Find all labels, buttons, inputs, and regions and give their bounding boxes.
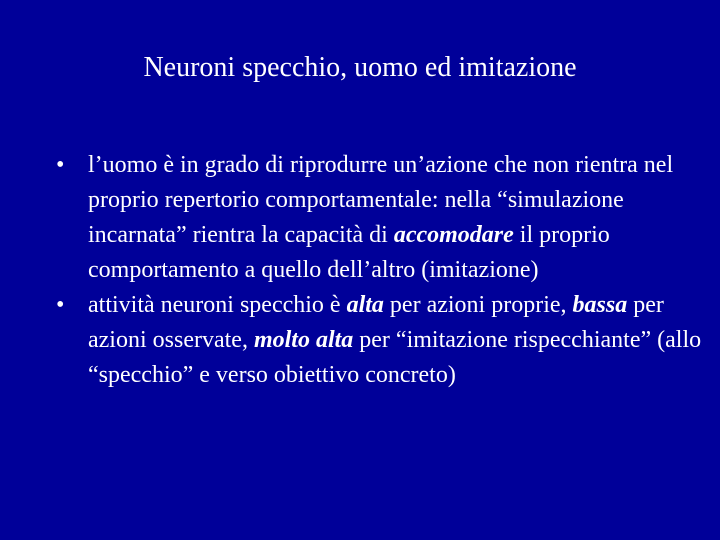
slide-title: Neuroni specchio, uomo ed imitazione <box>143 52 577 83</box>
bullet-item <box>56 288 706 393</box>
bullet-text-segment: per azioni proprie, <box>383 292 573 318</box>
bullet-list <box>56 148 706 393</box>
bullet-emphasis-bassa: bassa <box>572 292 628 318</box>
bullet-emphasis-accomodare: accomodare <box>393 222 514 248</box>
bullet-text-segment: l’uomo è in grado di riprodurre un’azione che non rientra nel proprio repertorio comportamentale: nella “simulazione incarnata” rientra la capacità di <box>88 152 674 248</box>
bullet-text-segment: il proprio comportamento a quello dell’altro (imitazione) <box>88 222 610 283</box>
bullet-text-segment: attività neuroni specchio è <box>88 292 347 318</box>
bullet-text-segment: per “imitazione rispecchiante” (allo “specchio” e verso obiettivo concreto) <box>88 327 702 388</box>
bullet-text-segment: per azioni osservate, <box>88 292 664 353</box>
bullet-dot-icon: • <box>56 292 65 318</box>
bullet-dot-icon: • <box>56 152 65 178</box>
bullet-item <box>56 148 706 288</box>
bullet-emphasis-molto-alta: molto alta <box>253 327 354 353</box>
bullet-emphasis-alta: alta <box>346 292 384 318</box>
